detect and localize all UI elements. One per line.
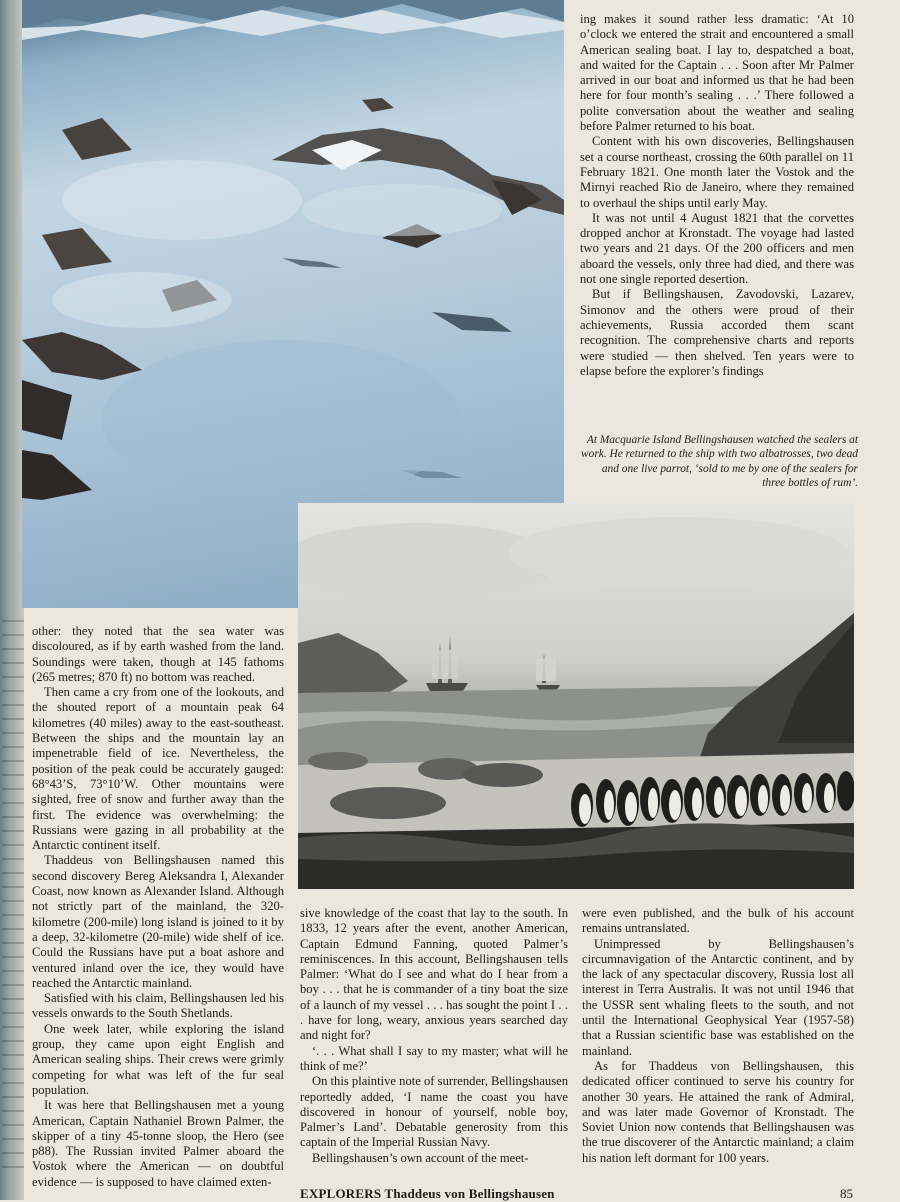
paragraph: It was not until 4 August 1821 that the corvettes dropped anchor at Kronstadt. The voyage had lasted two years and 21 days. Of the 200 officers and men aboard the vessels, only three had died, and there was not one single reported desertion. bbox=[580, 210, 854, 287]
paragraph: One week later, while exploring the island group, they came upon eight English and American sealing ships. Their crews were grimly competing for what was left of the fur seal population. bbox=[32, 1021, 284, 1097]
paragraph: Then came a cry from one of the lookouts, and the shouted report of a mountain peak 64 kilometres (40 miles) away to the east-southeast. Between the ships and the mountain lay an impenetrable field of ice. Nevertheless, the position of the peak could be accurately gauged: 68°43’S, 73°10’W. Other mountains were sighted, free of snow and further away than the first. The evidence was overwhelming: the Russians were gazing in all probability at the Antarctic continent itself. bbox=[32, 685, 284, 853]
paragraph: ing makes it sound rather less dramatic: ‘At 10 o’clock we entered the strait and encountered a small American sealing boat. I lay to, despatched a boat, and waited for the Captain . . . Soon after Mr Palmer arrived in our boat and informed us that he had been here for four month’s sealing . . .’ There followed a polite conversation about the weather and sealing before Palmer returned to his boat. bbox=[580, 12, 854, 134]
paragraph: It was here that Bellingshausen met a young American, Captain Nathaniel Brown Palmer, the skipper of a tiny 45-tonne sloop, the Hero (see p88). The Russian invited Palmer aboard the Vostok where the American — on doubtful evidence — is supposed to have claimed exten- bbox=[32, 1098, 284, 1189]
paragraph: But if Bellingshausen, Zavodovski, Lazarev, Simonov and the others were proud of their achievements, Russia accorded them scant recognition. The comprehensive charts and reports were studied — then shelved. Ten years were to elapse before the explorer’s findings bbox=[580, 287, 854, 378]
engraving-penguins-illustration bbox=[298, 503, 854, 889]
paragraph: Content with his own discoveries, Bellingshausen set a course northeast, crossing the 60th parallel on 11 February 1821. One month later the Vostok and the Mirnyi reached Rio de Janeiro, where they remained to overhaul the ships until early May. bbox=[580, 134, 854, 210]
paragraph: sive knowledge of the coast that lay to the south. In 1833, 12 years after the event, another American, Captain Edmund Fanning, quoted Palmer’s reminiscences. In this account, Bellingshausen tells Palmer: ‘What do I see and what do I hear from a boy . . . that he is commander of a tiny boat the size of a launch of my vessel . . . has sought the point I . . . have for long, weary, anxious years searched day and night for? bbox=[300, 906, 568, 1043]
paragraph: Unimpressed by Bellingshausen’s circumnavigation of the Antarctic continent, and by the lack of any spectacular discovery, Russia lost all interest in Terra Australis. It was not until 1946 that the USSR sent whaling fleets to the south, and not until the International Geophysical Year (1957-58) that a Russian scientific base was established on the mainland. bbox=[582, 936, 854, 1058]
paragraph: Bellingshausen’s own account of the meet- bbox=[312, 1150, 529, 1165]
paragraph: On this plaintive note of surrender, Bellingshausen reportedly added, ‘I name the coast you have discovered in honour of yourself, noble boy, Palmer’s Land’. Debatable generosity from this captain of the Imperial Russian Navy. bbox=[300, 1074, 568, 1150]
article-column-right-bottom bbox=[582, 906, 854, 1166]
previous-page-text-fragment bbox=[2, 620, 24, 1180]
paragraph: Satisfied with his claim, Bellingshausen led his vessels onwards to the South Shetlands. bbox=[32, 991, 284, 1021]
engraving-drawing bbox=[298, 503, 854, 889]
previous-page-edge bbox=[0, 0, 24, 1200]
running-footer-title: EXPLORERS Thaddeus von Bellingshausen bbox=[300, 1186, 555, 1201]
paragraph: ‘. . . What shall I say to my master; what will he think of me?’ bbox=[300, 1043, 568, 1073]
paragraph: Thaddeus von Bellingshausen named this second discovery Bereg Aleksandra I, Alexander Coast, now known as Alexander Island. Although not strictly part of the mainland, the 320-kilometre (200-mile) long island is joined to it by a deep, 32-kilometre (20-mile) wide shelf of ice. Could the Russians have put a boat ashore and ventured inland over the ice, they would have reached the Antarctic mainland. bbox=[32, 853, 284, 990]
paragraph: other: they noted that the sea water was discoloured, as if by earth washed from the land. Soundings were taken, though at 145 fathoms (265 metres; 870 ft) no bottom was reached. bbox=[32, 624, 284, 684]
article-column-left bbox=[32, 624, 284, 1190]
article-column-right-top bbox=[580, 12, 854, 379]
page-number: 85 bbox=[840, 1186, 853, 1201]
image-caption: At Macquarie Island Bellingshausen watched the sealers at work. He returned to the ship with two albatrosses, two dead and one live parrot, ‘sold to me by one of the sealers for three bottles of rum’. bbox=[581, 434, 858, 490]
paragraph: As for Thaddeus von Bellingshausen, this dedicated officer continued to serve his country for another 30 years. He attained the rank of Admiral, and was later made Governor of Kronstadt. The Soviet Union now contends that Bellingshausen was the true discoverer of the Antarctic mainland; a claim his nation left dormant for 100 years. bbox=[582, 1058, 854, 1165]
article-column-middle bbox=[300, 906, 568, 1166]
paragraph: were even published, and the bulk of his account remains untranslated. bbox=[582, 906, 854, 936]
